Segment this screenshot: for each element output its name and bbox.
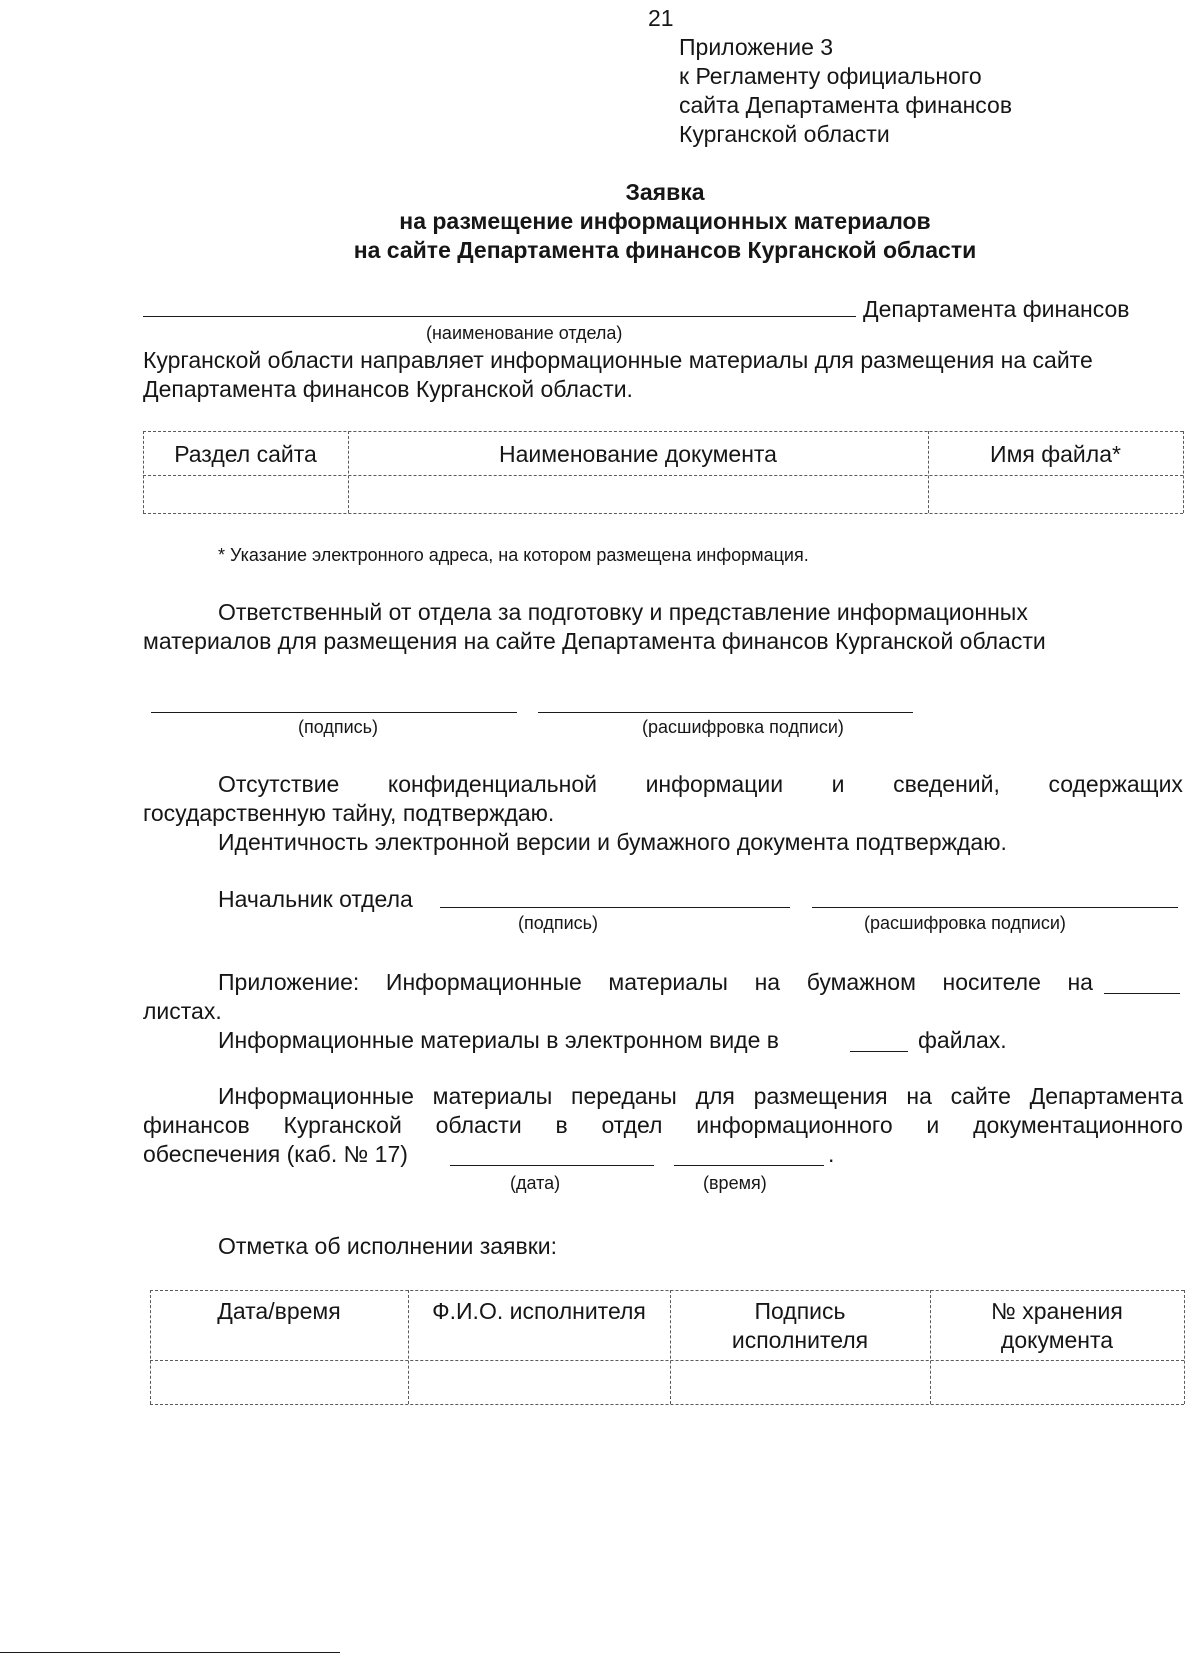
table1-header-filename: Имя файла* [990, 441, 1121, 467]
responsible-decoding-caption: (расшифровка подписи) [642, 717, 844, 737]
confirm-line-2: государственную тайну, подтверждаю. [143, 800, 555, 826]
head-signature-line[interactable] [440, 907, 790, 908]
intro-line-2: Департамента финансов Курганской области. [143, 376, 633, 402]
transfer-time-line[interactable] [674, 1165, 824, 1166]
intro-line-1: Курганской области направляет информационные материалы для размещения на сайте [143, 347, 1093, 373]
attachment-word: на [754, 969, 781, 995]
transfer-line-1 [218, 1082, 1183, 1111]
appendix-line-1: Приложение 3 [679, 34, 834, 60]
table2-row-divider [150, 1360, 1184, 1361]
attachment-word: на [1067, 969, 1093, 995]
confirm-word: информации [645, 771, 784, 797]
table1-header-document: Наименование документа [499, 441, 777, 467]
transfer-date-caption: (дата) [510, 1173, 561, 1193]
transfer-word: Департамента [1029, 1083, 1183, 1109]
table2-header-signature: Подпись исполнителя [731, 1298, 869, 1353]
department-caption: (наименование отдела) [426, 323, 623, 343]
transfer-word: на [906, 1083, 932, 1109]
transfer-word: переданы [571, 1083, 677, 1109]
table2-header-executor: Ф.И.О. исполнителя [432, 1298, 646, 1324]
transfer-time-caption: (время) [703, 1173, 767, 1193]
responsible-signature-line[interactable] [151, 712, 517, 713]
attachment-word: носителе [942, 969, 1041, 995]
head-signature-caption: (подпись) [518, 913, 599, 933]
appendix-line-2: к Регламенту официального [679, 63, 982, 89]
confirm-line-1 [218, 770, 1183, 799]
transfer-word: Информационные [218, 1083, 414, 1109]
confirm-word: конфиденциальной [387, 771, 597, 797]
transfer-line-2 [143, 1111, 1183, 1140]
table2-right-border [1184, 1290, 1185, 1404]
footnote: * Указание электронного адреса, на котором размещена информация. [218, 545, 809, 565]
transfer-date-line[interactable] [450, 1165, 654, 1166]
head-decoding-line[interactable] [812, 907, 1178, 908]
confirm-word: сведений, [893, 771, 1000, 797]
attachment-line-3b: файлах. [918, 1027, 1007, 1053]
transfer-word: отдел [601, 1112, 663, 1138]
confirm-word: и [831, 771, 845, 797]
attachment-word: Приложение: [218, 969, 360, 995]
transfer-word: материалы [432, 1083, 553, 1109]
transfer-word: документационного [973, 1112, 1183, 1138]
table1-top-border [143, 431, 1183, 432]
transfer-line-3: обеспечения (каб. № 17) [143, 1141, 408, 1167]
table2-bottom-border [150, 1404, 1184, 1405]
confirm-word: Отсутствие [218, 771, 340, 797]
table1-cell-filename[interactable] [929, 477, 1182, 512]
department-suffix: Департамента финансов [863, 296, 1130, 322]
table2-cell-executor[interactable] [409, 1362, 669, 1403]
table2-top-border [150, 1290, 1184, 1291]
table2-cell-signature[interactable] [671, 1362, 929, 1403]
table1-row-divider [143, 475, 1183, 476]
transfer-word: области [435, 1112, 522, 1138]
table2-cell-storage[interactable] [931, 1362, 1183, 1403]
attachment-word: бумажном [806, 969, 916, 995]
responsible-line-1: Ответственный от отдела за подготовку и представление информационных [218, 599, 1028, 625]
table1-bottom-border [143, 513, 1183, 514]
head-decoding-caption: (расшифровка подписи) [864, 913, 1066, 933]
responsible-signature-caption: (подпись) [298, 717, 379, 737]
transfer-word: сайте [950, 1083, 1011, 1109]
appendix-line-4: Курганской области [679, 121, 890, 147]
transfer-word: в [555, 1112, 568, 1138]
transfer-word: размещения [753, 1083, 888, 1109]
execution-label: Отметка об исполнении заявки: [218, 1233, 558, 1259]
table1-header-section: Раздел сайта [174, 441, 317, 467]
title-line-1: Заявка [625, 179, 705, 205]
table2-header-datetime: Дата/время [217, 1298, 341, 1324]
attachment-line-1 [218, 968, 1093, 997]
table1-right-border [1183, 431, 1184, 513]
attachment-line-3a: Информационные материалы в электронном виде в [218, 1027, 779, 1053]
footnote-separator [0, 1652, 340, 1653]
table2-header-storage: № хранения документа [991, 1298, 1123, 1353]
attachment-sheets-line[interactable] [1104, 993, 1180, 994]
title-line-2: на размещение информационных материалов [399, 208, 931, 234]
table1-cell-document[interactable] [349, 477, 927, 512]
attachment-line-2: листах. [143, 998, 222, 1024]
attachment-word: материалы [608, 969, 728, 995]
transfer-word: финансов [143, 1112, 250, 1138]
table1-cell-section[interactable] [144, 477, 347, 512]
responsible-line-2: материалов для размещения на сайте Департамента финансов Курганской области [143, 628, 1046, 654]
transfer-line-3-end: . [828, 1141, 835, 1167]
department-name-line[interactable] [143, 316, 856, 317]
title-line-3: на сайте Департамента финансов Курганской области [353, 237, 977, 263]
attachment-files-line[interactable] [850, 1051, 908, 1052]
head-label: Начальник отдела [218, 886, 413, 912]
transfer-word: и [926, 1112, 940, 1138]
confirm-word: содержащих [1048, 771, 1183, 797]
transfer-word: для [695, 1083, 735, 1109]
appendix-line-3: сайта Департамента финансов [679, 92, 1013, 118]
attachment-word: Информационные [385, 969, 582, 995]
transfer-word: информационного [696, 1112, 893, 1138]
page-number: 21 [648, 5, 674, 31]
responsible-decoding-line[interactable] [538, 712, 913, 713]
table2-cell-datetime[interactable] [151, 1362, 407, 1403]
transfer-word: Курганской [283, 1112, 402, 1138]
confirm-line-3: Идентичность электронной версии и бумажного документа подтверждаю. [218, 829, 1007, 855]
